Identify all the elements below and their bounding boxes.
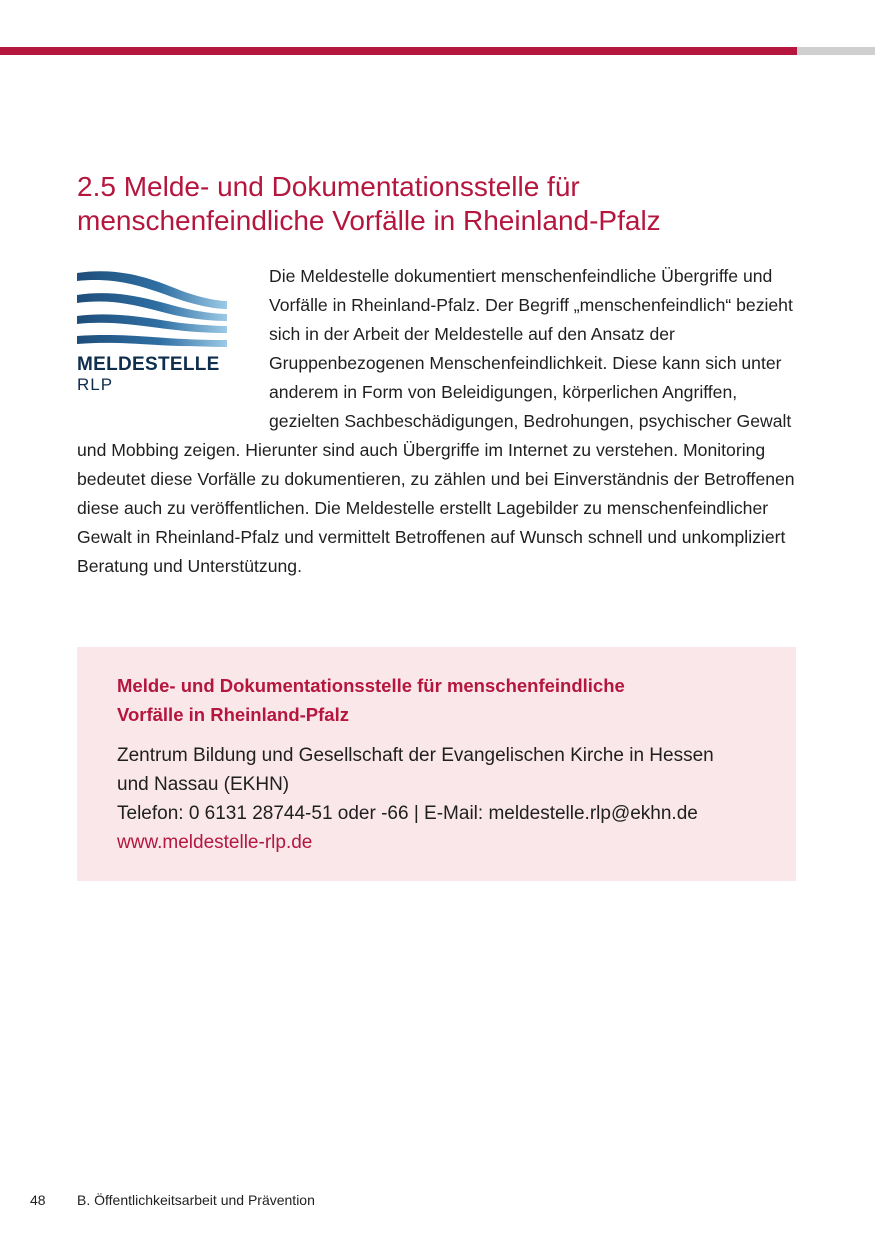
contact-org-line-1: Zentrum Bildung und Gesellschaft der Evangelischen Kirche in Hessen <box>117 745 714 766</box>
body-paragraph: Die Meldestelle dokumentiert menschenfeindliche Übergriffe und Vorfälle in Rheinland-Pfalz. Der Begriff „menschenfeindlich“ bezieht sich in der Arbeit der Meldestelle auf den Ansatz der Gruppenbezogenen Menschenfeindlichkeit. Diese kann sich unter anderem in Form von Beleidigungen, körperlichen Angriffen, gezielten Sachbeschädigungen, Bedrohungen, psychischer Gewalt und Mobbing zeigen. Hierunter sind auch Übergriffe im Internet zu verstehen. Monitoring bedeutet diese Vorfälle zu dokumentieren, zu zählen und bei Einverständnis der Betroffenen diese auch zu veröffentlichen. Die Meldestelle erstellt Lagebilder zu menschenfeindlicher Gewalt in Rheinland-Pfalz und vermittelt Betroffenen auf Wunsch schnell und unkompliziert Beratung und Unterstützung. <box>77 266 795 576</box>
heading-line-1: 2.5 Melde- und Dokumentationsstelle für <box>77 171 580 202</box>
website-link[interactable]: www.meldestelle-rlp.de <box>117 832 313 853</box>
contact-org-line-2: und Nassau (EKHN) <box>117 774 290 795</box>
logo-wordmark: MELDESTELLE <box>77 354 220 375</box>
contact-title-line-2: Vorfälle in Rheinland-Pfalz <box>117 704 349 725</box>
top-grey-bar <box>797 47 875 55</box>
logo-subtitle: RLP <box>77 375 114 394</box>
heading-line-2: menschenfeindliche Vorfälle in Rheinland-Pfalz <box>77 205 661 236</box>
meldestelle-logo <box>77 262 269 410</box>
page-number: 48 <box>30 1192 46 1208</box>
top-accent-bar <box>0 47 797 55</box>
wave-stripes-logo-icon <box>77 269 229 351</box>
contact-title <box>117 671 767 729</box>
page-heading <box>77 170 797 238</box>
footer-section-title: B. Öffentlichkeitsarbeit und Prävention <box>77 1192 315 1208</box>
contact-phone-email: Telefon: 0 6131 28744-51 oder -66 | E-Mail: meldestelle.rlp@ekhn.de <box>117 803 698 824</box>
contact-title-line-1: Melde- und Dokumentationsstelle für menschenfeindliche <box>117 675 625 696</box>
body-section <box>77 262 797 581</box>
contact-info-box <box>77 647 796 881</box>
